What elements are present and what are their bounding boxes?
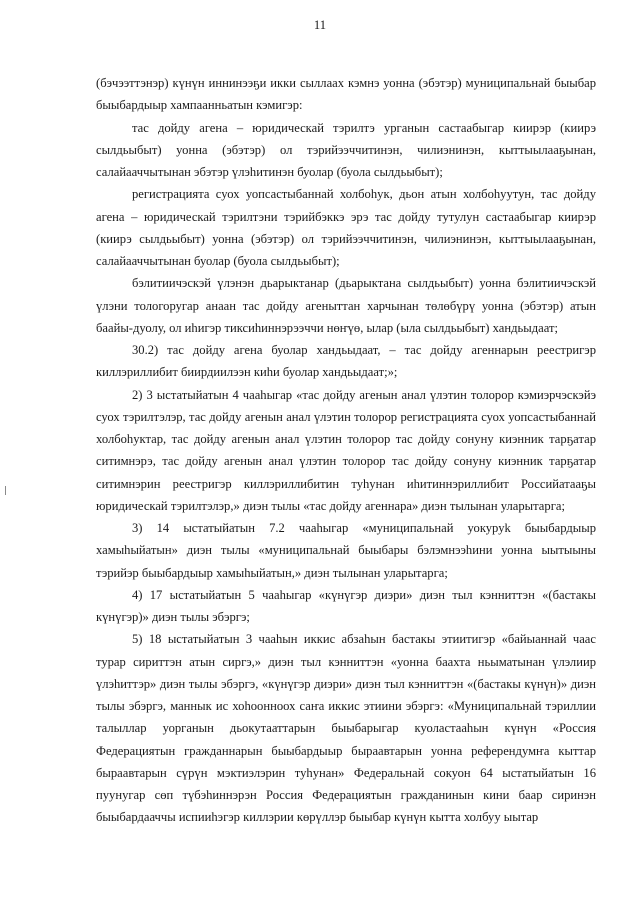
paragraph-item-2: 2) 3 ыстатыйатын 4 чааһыгар «тас дойду агенын анал үлэтин толорор кэмиэрчэскэйэ суох тэрилтэлэр, тас дойду агенын анал үлэтин толорор регистрацията суох уопсастыбаннай холбоһуктар, тас дойду агенын анал үлэтин толорор тас дойду сонуну киэнник тарҕатар ситимнэрэ, тас дойду агенын анал үлэтин толорор тас дойду сонуну киэнник тарҕатар ситимнэрин реестригэр киллэриллибитин туһунан иһитиннэриллибит Российатааҕы юридическай тэрилтэлэр,» диэн тылы «тас дойду агеннара» диэн тылынан уларытарга; xyxy=(96,387,596,513)
paragraph-unregistered-association: регистрацията суох уопсастыбаннай холбоһук, дьон атын холбоһуутун, тас дойду агена – юридическай тэрилтэни тэрийбэккэ эрэ тас дойду тутулун састаабыгар киирэр (киирэ сылдьыбыт) уонна (эбэтэр) ол тэрийээччитинэн, чилиэнинэн, кыттыылааҕынан, салайааччытынан буолар (буола сылдьыбыт); xyxy=(96,187,596,268)
body-text xyxy=(96,72,596,829)
paragraph-item-4: 4) 17 ыстатыйатын 5 чааһыгар «күнүгэр диэри» диэн тыл кэнниттэн «(бастакы күнүгэр)» диэн тылы эбэргэ; xyxy=(96,587,596,624)
page-number: 11 xyxy=(313,18,327,32)
margin-mark xyxy=(5,486,6,495)
paragraph-continuation: (бэчээттэнэр) күнүн иннинээҕи икки сыллаах кэмнэ уонна (эбэтэр) муниципальнай быыбар быыбардыыр хампаанньатын кэмигэр: xyxy=(96,76,596,113)
paragraph-item-3: 3) 14 ыстатыйатын 7.2 чааһыгар «муниципальнай уокуруk быыбардыыр хамыһыйатын» диэн тылы «муниципальнай быыбары бэлэмнээһини уонна ыытыыны тэрийэр быыбардыыр хамыһыйатын,» диэн тылынан уларытарга; xyxy=(96,521,596,580)
paragraph-30-2: 30.2) тас дойду агена буолар хандьыдаат, – тас дойду агеннарын реестригэр киллэриллибит биирдиилээн киһи буолар хандьыдаат;»; xyxy=(96,343,596,380)
paragraph-item-5: 5) 18 ыстатыйатын 3 чааһын иккис абзаһын бастакы этиитигэр «байыаннай чаас турар сириттэн атын сиргэ,» диэн тыл кэнниттэн «уонна баахта ньыматынан үлэлиир үлэһиттэр» диэн тылы эбэргэ, «күнүгэр диэри» диэн тыл кэнниттэн «(бастакы күнүн)» диэн тылы эбэргэ, маннык ис хоһоонноох саҥа иккис этиини эбэргэ: «Муниципальнай тэриллии талыллар уорганын дьокутааттарын быыбарыгар куоластааһын күнүн «Россия Федерациятын гражданнарын быыбардыыр быраавтарын уонна референдумҥа кыттар быраавтарын сүрүн мэктиэлэрин туһунан» Федеральнай сокуон 64 ыстатыйатын 16 пуунугар сөп түбэһиннэрэн Россия Федерациятын гражданинын кини баар сиринэн быыбардааччы испииһэгэр киллэрии көрүллэр быыбар күнүн кытта холбуу ыытар xyxy=(96,632,596,825)
paragraph-political-activity: бэлитиичэскэй үлэнэн дьарыктанар (дьарыктана сылдьыбыт) уонна бэлитиичэскэй үлэни тологоругар анаан тас дойду агеныттан харчынан төлөбүрү уонна (эбэтэр) атын баайы-дуолу, ол иһигэр тиксиһиннэрээччи нөҥүө, ылар (ыла сылдьыбыт) хандьыдаат; xyxy=(96,276,596,335)
paragraph-foreign-agent-legal-entity: тас дойду агена – юридическай тэрилтэ урганын састаабыгар киирэр (киирэ сылдьыбыт) уонна (эбэтэр) ол тэрийээччитинэн, чилиэнинэн, кыттыылааҕынан, салайааччытынан эбэтэр үлэһитинэн буолар (буола сылдьыбыт); xyxy=(96,120,596,179)
